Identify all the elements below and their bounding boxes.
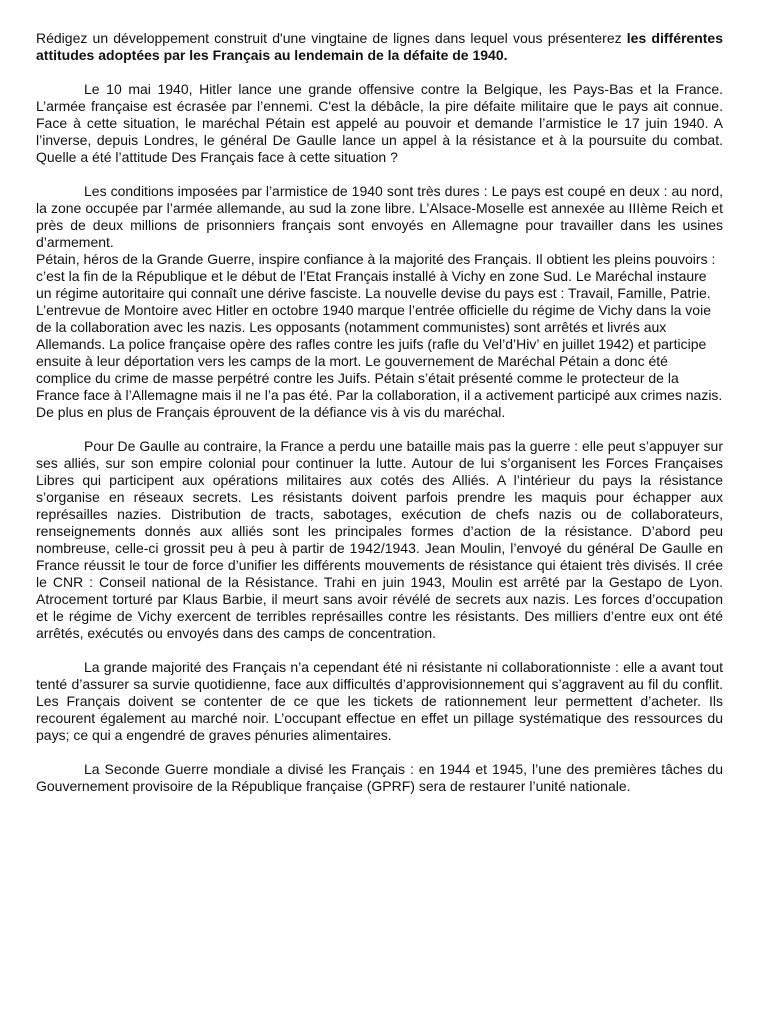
paragraph-majorite: La grande majorité des Français n’a cependant été ni résistante ni collaborationniste : elle a avant tout tenté d’assurer sa survie quotidienne, face aux difficultés d’approvisionnement qui s’aggravent au fil du conflit. Les Français doivent se contenter de ce que les tickets de rationnement leur permettent d’acheter. Ils recourent également au marché noir. L’occupant effectue en effet un pillage systématique des ressources du pays; ce qui a engendré de graves pénuries alimentaires. bbox=[36, 659, 723, 743]
paragraph-collaboration: Allemands. La police française opère des rafles contre les juifs (rafle du Vel’d’Hiv’ en juillet 1942) et participe ensuite à leur déportation vers les camps de la mort. Le gouvernement de Maréchal Pétain a donc été complice du crime de masse perpétré contre les Juifs. Pétain s’était présenté comme le protecteur de la France face à l’Allemagne mais il ne l’a pas été. Par la collaboration, il a activement participé aux crimes nazis. De plus en plus de Français éprouvent de la défiance vis à vis du maréchal. bbox=[36, 336, 723, 420]
paragraph-armistice: Les conditions imposées par l’armistice de 1940 sont très dures : Le pays est coupé en deux : au nord, la zone occupée par l’armée allemande, au sud la zone libre. L’Alsace-Moselle est annexée au IIIème Reich et près de deux millions de prisonniers français sont envoyés en Allemagne pour travailler dans les usines d’armement. bbox=[36, 183, 723, 250]
prompt-subject: les différentes attitudes adoptées par les Français au lendemain de la défaite de 1940. bbox=[36, 30, 723, 63]
paragraph-de-gaulle: Pour De Gaulle au contraire, la France a perdu une bataille mais pas la guerre : elle peut s’appuyer sur ses alliés, sur son empire colonial pour continuer la lutte. Autour de lui s’organisent les Forces Françaises Libres qui participent aux opérations militaires aux cotés des Alliés. A l’intérieur du pays la résistance s’organise en réseaux secrets. Les résistants doivent parfois prendre les maquis pour échapper aux représailles nazies. Distribution de tracts, sabotages, exécution de chefs nazis ou de collaborateurs, renseignements donnés aux alliés sont les principales formes d’action de la résistance. D’abord peu nombreuse, celle-ci grossit peu à peu à partir de 1942/1943. Jean Moulin, l’envoyé du général De Gaulle en France réussit le tour de force d’unifier les différents mouvements de résistance qui étaient très divisés. Il crée le CNR : Conseil national de la Résistance. Trahi en juin 1943, Moulin est arrêté par la Gestapo de Lyon. Atrocement torturé par Klaus Barbie, il meurt sans avoir révélé de secrets aux nazis. Les forces d’occupation et le régime de Vichy exercent de terribles représailles contre les résistants. Des milliers d’entre eux ont été arrêtés, exécutés ou envoyés dans des camps de concentration. bbox=[36, 438, 723, 641]
paragraph-conclusion: La Seconde Guerre mondiale a divisé les Français : en 1944 et 1945, l’une des premières tâches du Gouvernement provisoire de la République française (GPRF) sera de restaurer l’unité nationale. bbox=[36, 761, 723, 794]
assignment-prompt bbox=[36, 30, 723, 64]
document-page bbox=[36, 30, 723, 795]
paragraph-introduction: Le 10 mai 1940, Hitler lance une grande offensive contre la Belgique, les Pays-Bas et la France. L’armée française est écrasée par l’ennemi. C'est la débâcle, la pire défaite militaire que le pays ait connue. Face à cette situation, le maréchal Pétain est appelé au pouvoir et demande l’armistice le 17 juin 1940. A l’inverse, depuis Londres, le général De Gaulle lance un appel à la résistance et à la poursuite du combat. Quelle a été l’attitude Des Français face à cette situation ? bbox=[36, 81, 723, 165]
prompt-intro: Rédigez un développement construit d'une vingtaine de lignes dans lequel vous présenterez bbox=[36, 30, 627, 46]
paragraph-montoire: L’entrevue de Montoire avec Hitler en octobre 1940 marque l’entrée officielle du régime de Vichy dans la voie de la collaboration avec les nazis. Les opposants (notamment communistes) sont arrêtés et livrés aux bbox=[36, 302, 711, 335]
paragraph-petain: Pétain, héros de la Grande Guerre, inspire confiance à la majorité des Français. Il obtient les pleins pouvoirs : c’est la fin de la République et le début de l’Etat Français installé à Vichy en zone Sud. Le Maréchal instaure un régime autoritaire qui connaît une dérive fasciste. La nouvelle devise du pays est : Travail, Famille, Patrie. bbox=[36, 251, 716, 301]
